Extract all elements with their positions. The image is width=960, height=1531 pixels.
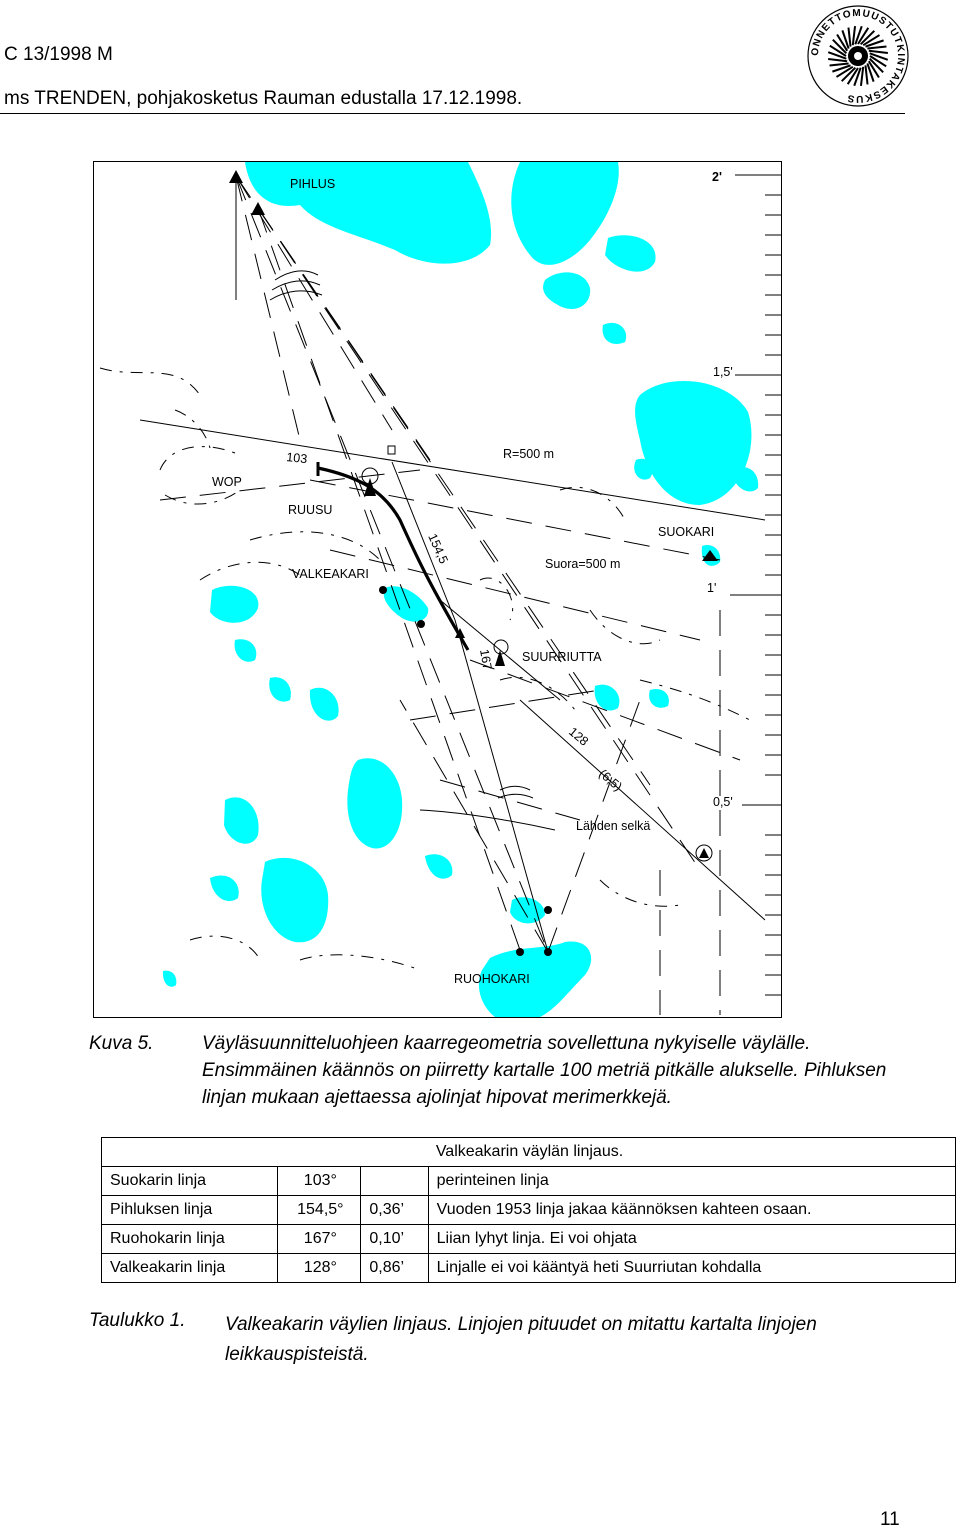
cell-degrees: 167°	[278, 1225, 361, 1254]
cell-note: Linjalle ei voi kääntyä heti Suurriutan kohdalla	[428, 1254, 955, 1283]
investigation-centre-seal	[806, 4, 910, 108]
cell-degrees: 154,5°	[278, 1196, 361, 1225]
table-row	[102, 1225, 956, 1254]
cell-length: 0,10’	[361, 1225, 428, 1254]
label-ruohokari: RUOHOKARI	[454, 972, 530, 986]
figure-caption-text: Väyläsuunnitteluohjeen kaarregeometria sovellettuna nykyiselle väylälle. Ensimmäinen käännös on piirretty kartalle 100 metriä pitkälle alukselle. Pihluksen linjan mukaan ajettaessa ajolinjat hipovat merimerkkejä.	[202, 1033, 887, 1108]
table-caption-label: Taulukko 1.	[89, 1310, 186, 1331]
label-r500: R=500 m	[503, 447, 555, 461]
label-suokari: SUOKARI	[658, 525, 715, 539]
label-scale-2: 2'	[712, 170, 722, 184]
cell-degrees: 128°	[278, 1254, 361, 1283]
table-title-row	[102, 1138, 956, 1167]
label-6-5: (6,5)	[596, 766, 625, 794]
page-number: 11	[880, 1509, 900, 1530]
table-caption-text: Valkeakarin väylien linjaus. Linjojen pituudet on mitattu kartalta linjojen leikkauspisteistä.	[225, 1314, 817, 1365]
cell-line: Suokarin linja	[102, 1167, 278, 1196]
label-suurriutta: SUURRIUTTA	[522, 650, 602, 664]
seal-lettering: ONNETTOMUUSTUTKINTAKESKUS	[809, 7, 907, 105]
label-128: 128	[566, 724, 592, 749]
cell-note: perinteinen linja	[428, 1167, 955, 1196]
label-scale-1-5: 1,5'	[713, 365, 733, 379]
label-lahden-selka: Lähden selkä	[576, 819, 651, 833]
table-row	[102, 1196, 956, 1225]
fairway-alignment-table	[101, 1137, 956, 1283]
label-103: 103	[285, 450, 308, 467]
figure-caption-label: Kuva 5.	[89, 1033, 154, 1054]
cell-line: Valkeakarin linja	[102, 1254, 278, 1283]
label-154: 154,5	[425, 531, 451, 566]
header-rule	[0, 113, 905, 114]
cell-note: Liian lyhyt linja. Ei voi ohjata	[428, 1225, 955, 1254]
fairway-chart	[93, 161, 782, 1018]
cell-degrees: 103°	[278, 1167, 361, 1196]
label-scale-0-5: 0,5'	[713, 795, 733, 809]
table-title: Valkeakarin väylän linjaus.	[102, 1138, 956, 1167]
table-row	[102, 1167, 956, 1196]
cell-length: 0,86’	[361, 1254, 428, 1283]
label-167: 167	[477, 648, 495, 672]
cell-length: 0,36’	[361, 1196, 428, 1225]
label-suora: Suora=500 m	[545, 557, 621, 571]
report-subtitle: ms TRENDEN, pohjakosketus Rauman edustalla 17.12.1998.	[4, 88, 523, 109]
table-row	[102, 1254, 956, 1283]
label-valkeakari: VALKEAKARI	[292, 567, 369, 581]
cell-line: Pihluksen linja	[102, 1196, 278, 1225]
report-id: C 13/1998 M	[4, 44, 113, 65]
label-wop: WOP	[212, 475, 242, 489]
cell-note: Vuoden 1953 linja jakaa käännöksen kahteen osaan.	[428, 1196, 955, 1225]
label-ruusu: RUUSU	[288, 503, 333, 517]
label-pihlus: PIHLUS	[290, 177, 336, 191]
label-scale-1: 1'	[707, 581, 717, 595]
cell-length	[361, 1167, 428, 1196]
cell-line: Ruohokarin linja	[102, 1225, 278, 1254]
